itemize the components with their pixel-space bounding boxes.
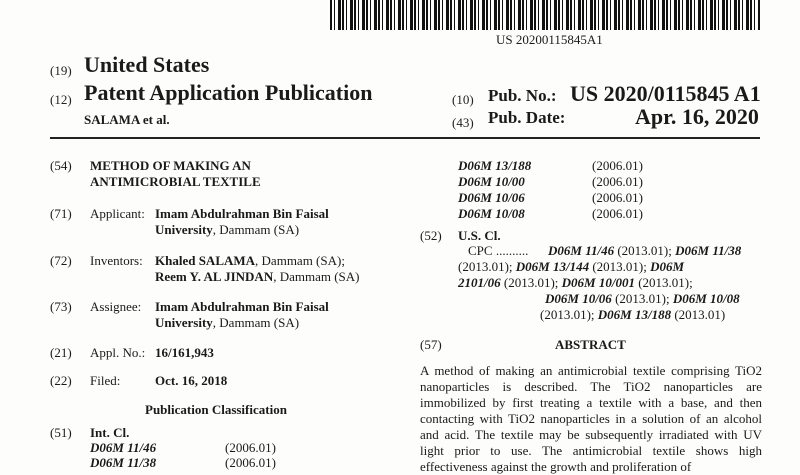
cpc-line <box>540 307 725 323</box>
cpc-line <box>458 259 684 275</box>
cpc-year: (2013.01); <box>614 243 676 258</box>
code-19: (19) <box>50 63 72 78</box>
class-year: (2006.01) <box>592 158 643 173</box>
code-12: (12) <box>50 92 72 107</box>
appl-no-value: 16/161,943 <box>155 345 214 360</box>
cpc-year: (2013.01); <box>458 259 516 274</box>
class-code: D06M 10/00 <box>458 174 525 189</box>
cpc-code: D06M 10/08 <box>672 291 740 306</box>
country-name: United States <box>84 52 210 77</box>
class-year: (2006.01) <box>592 174 643 189</box>
class-year: (2006.01) <box>592 190 643 205</box>
appl-no-label: Appl. No.: <box>90 345 146 360</box>
cpc-code: D06M 11/38 <box>675 243 742 258</box>
assignee-label: Assignee: <box>90 299 142 314</box>
code-54: (54) <box>50 158 72 173</box>
publication-type: Patent Application Publication <box>84 80 373 105</box>
pub-number: US 2020/0115845 A1 <box>570 81 761 106</box>
cpc-line <box>548 243 741 259</box>
inventors-label: Inventors: <box>90 253 143 268</box>
cpc-line <box>458 275 693 291</box>
code-43: (43) <box>452 115 474 130</box>
pub-date: Apr. 16, 2020 <box>635 104 759 129</box>
cpc-code: D06M 13/144 <box>515 259 590 274</box>
pub-number-label: Pub. No.: <box>488 86 557 105</box>
inventor-2-location: , Dammam (SA) <box>273 269 360 284</box>
assignee-university: University <box>155 315 213 330</box>
code-71: (71) <box>50 206 72 221</box>
cpc-year: (2013.01) <box>671 307 726 322</box>
applicant-label: Applicant: <box>90 206 145 221</box>
int-cl-code: D06M 11/38 <box>90 455 157 470</box>
applicant-name-line2 <box>155 222 299 238</box>
cpc-code: D06M 10/06 <box>545 291 612 306</box>
code-52: (52) <box>420 228 442 243</box>
cpc-code: D06M 10/001 <box>561 275 635 290</box>
cpc-code: D06M 13/188 <box>597 307 672 322</box>
cpc-label: CPC .......... <box>468 243 529 258</box>
inventor-1 <box>155 253 345 269</box>
code-57: (57) <box>420 337 442 352</box>
applicant-university: University <box>155 222 213 237</box>
code-22: (22) <box>50 373 72 388</box>
int-cl-year: (2006.01) <box>225 455 276 470</box>
inventor-1-location: , Dammam (SA); <box>255 253 345 268</box>
header-divider <box>50 137 760 139</box>
code-72: (72) <box>50 253 72 268</box>
filed-label: Filed: <box>90 373 121 388</box>
int-cl-year: (2006.01) <box>225 440 276 455</box>
cpc-line <box>545 291 740 307</box>
barcode-number: US 20200115845A1 <box>496 32 603 47</box>
cpc-year: (2013.01); <box>634 275 693 290</box>
invention-title-line1: METHOD OF MAKING AN <box>90 158 251 173</box>
class-code: D06M 13/188 <box>458 158 532 173</box>
code-73: (73) <box>50 299 72 314</box>
inventor-2-name: Reem Y. AL JINDAN <box>155 269 274 284</box>
cpc-code: D06M <box>650 259 685 274</box>
barcode <box>330 0 760 30</box>
cpc-year: (2013.01); <box>500 275 562 290</box>
assignee-name-line1: Imam Abdulrahman Bin Faisal <box>155 299 329 314</box>
class-year: (2006.01) <box>592 206 643 221</box>
cpc-year: (2013.01); <box>589 259 651 274</box>
inventor-2 <box>155 269 360 285</box>
abstract-text: A method of making an antimicrobial textile comprising TiO2 nanoparticles is described. The TiO2 nanoparticles are immobilized by first treating a textile with a base, and then contacting with TiO2 nanoparticles in a solution of an alcohol and acid. The textile may be subsequently irradiated with UV light prior to use. The antimicrobial textile shows high effectiveness against the growth and proliferation of <box>420 363 762 474</box>
applicant-name-line1: Imam Abdulrahman Bin Faisal <box>155 206 329 221</box>
code-10: (10) <box>452 92 474 107</box>
int-cl-code: D06M 11/46 <box>90 440 157 455</box>
code-51: (51) <box>50 425 72 440</box>
assignee-name-line2 <box>155 315 299 331</box>
int-cl-label: Int. Cl. <box>90 425 130 440</box>
class-code: D06M 10/06 <box>458 190 525 205</box>
publication-classification-heading: Publication Classification <box>145 402 287 417</box>
invention-title-line2: ANTIMICROBIAL TEXTILE <box>90 174 261 189</box>
us-cl-label: U.S. Cl. <box>458 228 501 243</box>
cpc-year: (2013.01); <box>611 291 673 306</box>
inventor-short: SALAMA et al. <box>84 112 170 127</box>
cpc-code: 2101/06 <box>458 275 501 290</box>
pub-date-label: Pub. Date: <box>488 108 566 127</box>
code-21: (21) <box>50 345 72 360</box>
cpc-year: (2013.01); <box>540 307 598 322</box>
cpc-code: D06M 11/46 <box>548 243 615 258</box>
applicant-location: , Dammam (SA) <box>212 222 300 237</box>
inventor-1-name: Khaled SALAMA <box>155 253 256 268</box>
assignee-location: , Dammam (SA) <box>212 315 300 330</box>
filed-value: Oct. 16, 2018 <box>155 373 228 388</box>
abstract-heading: ABSTRACT <box>555 337 626 352</box>
class-code: D06M 10/08 <box>458 206 525 221</box>
